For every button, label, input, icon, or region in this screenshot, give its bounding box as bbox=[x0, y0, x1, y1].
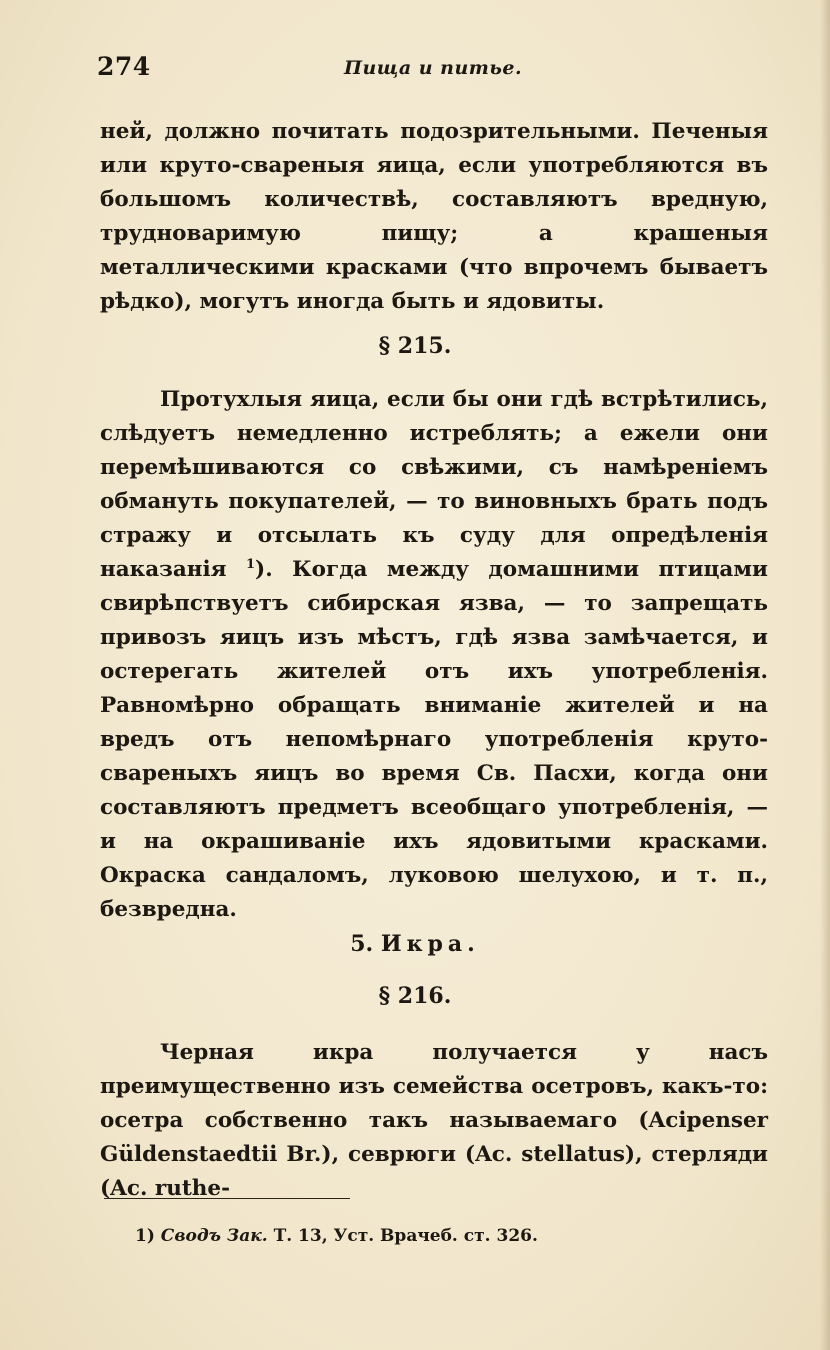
paragraph-text-part: ). Когда между домашними птицами свирѣпствуетъ сибирская язва, — то запрещать привозъ яицъ изъ мѣстъ, гдѣ язва замѣчается, и остерегать жителей отъ ихъ употребленія. Равномѣрно обращать вниманіе жителей и на вредъ отъ непомѣрнаго употребленія круто-свареныхъ яицъ во время Св. Пасхи, когда они составляютъ предметъ всеобщаго употребленія, — и на окрашиваніе ихъ ядовитыми красками. Окраска сандаломъ, луковою шелухою, и т. п., безвредна. bbox=[100, 557, 768, 922]
footnote-reference[interactable]: 1 bbox=[246, 556, 256, 572]
page-number: 274 bbox=[97, 52, 151, 81]
footnote-marker: 1) bbox=[135, 1226, 155, 1246]
footnote-text: Т. 13, Уст. Врачеб. ст. 326. bbox=[273, 1226, 538, 1246]
subheading-ikra bbox=[0, 931, 830, 957]
page-header bbox=[0, 52, 830, 92]
section-number-215: § 215. bbox=[378, 333, 452, 359]
footnote-divider bbox=[104, 1198, 350, 1199]
subheading-number: 5. bbox=[350, 931, 374, 957]
section-number-216: § 216. bbox=[378, 983, 452, 1009]
paragraph-section-216: Черная икра получается у насъ преимущественно изъ семейства осетровъ, какъ-то: осетра собственно такъ называемаго (Acipenser Güldenstaedtii Br.), севрюги (Ac. stellatus), стерляди (Ac. ruthe- bbox=[100, 1040, 768, 1201]
paragraph-section-215 bbox=[100, 383, 768, 927]
paragraph-text-part: Протухлыя яица, если бы они гдѣ встрѣтились, слѣдуетъ немедленно истреблять; а ежели они перемѣшиваются со свѣжими, съ намѣреніемъ обмануть покупателей, — то виновныхъ брать подъ стражу и отсылать къ суду для опредѣленія наказанія bbox=[100, 387, 768, 582]
paragraph-continued: ней, должно почитать подозрительными. Печеныя или круто-свареныя яица, если употребляются въ большомъ количествѣ, составляютъ вредную, трудноваримую пищу; а крашеныя металлическими красками (что впрочемъ бываетъ рѣдко), могутъ иногда быть и ядовиты. bbox=[100, 119, 768, 314]
footnote bbox=[135, 1226, 538, 1246]
page-edge-shadow bbox=[820, 0, 830, 1350]
running-head: Пища и питье. bbox=[344, 57, 523, 79]
footnote-source: Сводъ Зак. bbox=[160, 1226, 268, 1246]
subheading-title: Икра. bbox=[380, 931, 480, 957]
